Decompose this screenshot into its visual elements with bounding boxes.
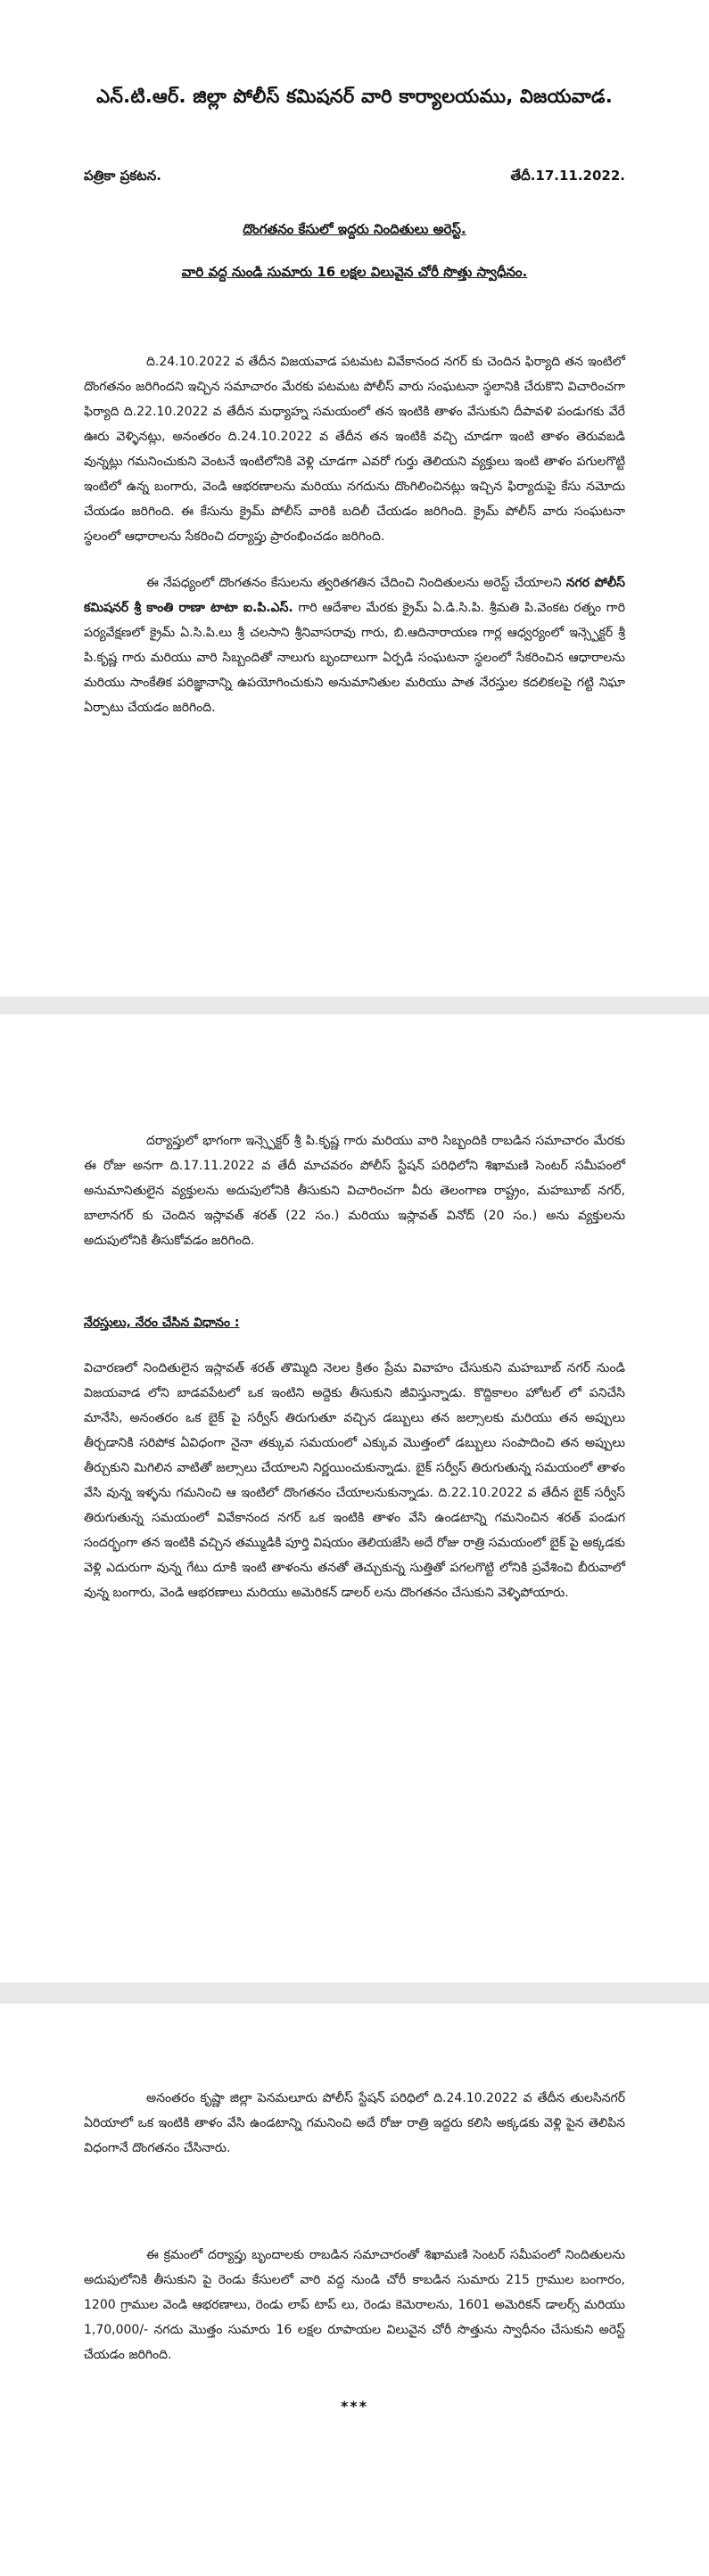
press-release-label: పత్రికా ప్రకటన. [84, 168, 161, 184]
release-date: తేదీ.17.11.2022. [510, 168, 625, 184]
office-header: ఎన్.టి.ఆర్. జిల్లా పోలీస్ కమిషనర్ వారి కార్యాలయము, విజయవాడ. [96, 86, 613, 107]
end-marker: *** [340, 2398, 369, 2415]
paragraph-recovery: ఈ క్రమంలో దర్యాప్తు బృందాలకు రాబడిన సమాచారంతో శిఖామణి సెంటర్ సమీపంలో నిందితులను అదుపులోనికి తీసుకుని పై రెండు కేసులలో వారి వద్ద నుండి చోరీ కాబడిన సుమారు 215 గ్రాముల బంగారం, 1200 గ్రాముల వెండి ఆభరణాలు, రెండు లాప్ టాప్ లు, రెండు కెమెరాలను, 1601 అమెరికన్ డాలర్స్ మరియు 1,70,000/- నగదు మొత్తం సుమారు 16 లక్షల రూపాయల విలువైన చోరీ సొత్తును స్వాధీనం చేసుకుని అరెస్ట్ చేయడం జరిగింది. [84, 2248, 625, 2362]
paragraph-modus-operandi: విచారణలో నిందితులైన ఇస్లావత్ శరత్ తొమ్మిది నెలల క్రితం ప్రేమ వివాహం చేసుకుని మహబూబ్ నగర్ నుండి విజయవాడ లోని బాడవపేటలో ఒక ఇంటిని అద్దెకు తీసుకుని జీవిస్తున్నాడు. కొద్దికాలం హోటల్ లో పనిచేసి మానేసి, అనంతరం ఒక బైక్ పై సర్వీస్ తిరుగుతూ వచ్చిన డబ్బులు తన జల్సాలకు మరియు తన అప్పులు తీర్చడానికి సరిపోక ఏవిధంగా నైనా తక్కువ సమయంలో ఎక్కువ మొత్తంలో డబ్బులు సంపాదించి తన అప్పులు తీర్చుకుని మిగిలిన వాటితో జల్సాలు చేయాలని నిర్ణయించుకున్నాడు. బైక్ సర్వీస్ తిరుగుతున్న సమయంలో తాళం వేసి వున్న ఇళ్ళను గమనించి ఆ ఇంటిలో దొంగతనం చేయాలనుకున్నాడు. ది.22.10.2022 వ తేదీన బైక్ సర్వీస్ తిరుగుతున్న సమయంలో వివేకానంద నగర్ ఒక ఇంటికి తాళం వేసి ఉండటాన్ని గమనించిన శరత్ పండుగ సందర్భంగా తన ఇంటికి వచ్చిన తమ్ముడికి పూర్తి విషయం తెలియజేసి అదే రోజు రాత్రి సమయంలో బైక్ పై అక్కడకు వెళ్లి ఎదురుగా వున్న గేటు దూకి ఇంటి తాళంను తనతో తెచ్చుకున్న సుత్తితో పగలగొట్టి లోనికి ప్రవేశించి బీరువాలో వున్న బంగారు, వెండి ఆభరణాలు మరియు అమెరికన్ డాలర్ లను దొంగతనం చేసుకుని వెళ్ళిపోయారు. [84, 1361, 625, 1600]
paragraph-case-registration: ది.24.10.2022 వ తేదీన విజయవాడ పటమట వివేకానంద నగర్ కు చెందిన ఫిర్యాది తన ఇంటిలో దొంగతనం జరిగిందని ఇచ్చిన సమాచారం మేరకు పటమట పోలీస్ వారు సంఘటనా స్థలానికి చేరుకొని విచారించగా ఫిర్యాది ది.22.10.2022 వ తేదీన మధ్యాహ్న సమయంలో తన ఇంటికి తాళం వేసుకుని దీపావళి పండుగకు వేరే ఊరు వెళ్ళినట్లు, అనంతరం ది.24.10.2022 వ తేదీన తన ఇంటికి వచ్చి చూడగా ఇంటి తాళం తెరువబడి వున్నట్లు గమనించుకుని వెంటనే ఇంటిలోనికి వెళ్లి చూడగా ఎవరో గుర్తు తెలియని వ్యక్తులు ఇంటి తాళం పగులగొట్టి ఇంటిలో ఉన్న బంగారు, వెండి ఆభరణాలను మరియు నగదును దొంగిలించినట్లు ఇచ్చిన ఫిర్యాదుపై కేసు నమోదు చేయడం జరిగింది. ఈ కేసును క్రైమ్ పోలీస్ వారికి బదిలీ చేయడం జరిగింది. క్రైమ్ పోలీస్ వారు సంఘటనా స్థలంలో ఆధారాలను సేకరించి దర్యాప్తు ప్రారంభించడం జరిగింది. [84, 355, 625, 544]
meta-row [84, 168, 625, 187]
page-3 [0, 2004, 709, 2576]
paragraph-arrest: దర్యాప్తులో భాగంగా ఇన్స్పెక్టర్ శ్రీ పి.కృష్ణ గారు మరియు వారి సిబ్బందికి రాబడిన సమాచారం మేరకు ఈ రోజు అనగా ది.17.11.2022 వ తేదీ మాచవరం పోలీస్ స్టేషన్ పరిధిలోని శిఖామణి సెంటర్ సమీపంలో అనుమానితులైన వ్యక్తులను అదుపులోనికి తీసుకుని విచారించగా వీరు తెలంగాణ రాష్ట్రం, మహబూబ్ నగర్, బాలానగర్ కు చెందిన ఇస్లావత్ శరత్ (22 సం.) మరియు ఇస్లావత్ వినోద్ (20 సం.) అను వ్యక్తులను అదుపులోనికి తీసుకోవడం జరిగింది. [84, 1134, 625, 1248]
paragraph-2-start: ఈ నేపధ్యంలో దొంగతనం కేసులను త్వరితగతిన చేదించి నిందితులను అరెస్ట్ చేయాలని [146, 576, 562, 590]
paragraph-investigation-teams [84, 570, 625, 720]
commissioner-name: నగర పోలీస్ కమిషనర్ శ్రీ కాంతి రాణా టాటా ఐ.పి.ఎస్. [84, 576, 625, 615]
page-2 [0, 1014, 709, 1982]
subheadline: వారి వద్ద నుండి సుమారు 16 లక్షల విలువైన చోరీ సొత్తు స్వాధీనం. [181, 264, 528, 280]
paragraph-2-rest: గారి ఆదేశాల మేరకు క్రైమ్ ఏ.డి.సి.పి. శ్రీమతి పి.వెంకట రత్నం గారి పర్యవేక్షణలో క్రైమ్ ఏ.సి.పి.లు శ్రీ చలసాని శ్రీనివాసరావు గారు, బి.ఆదినారాయణ గార్ల ఆధ్వర్యంలో ఇన్స్పెక్టర్ శ్రీ పి.కృష్ణ గారు మరియు వారి సిబ్బందితో నాలుగు బృందాలుగా ఏర్పడి సంఘటనా స్థలంలో సేకరించిన ఆధారాలను మరియు సాంకేతిక పరిజ్ఞానాన్ని ఉపయోగించుకుని అనుమానితుల మరియు పాత నేరస్తుల కదలికలపై గట్టి నిఘా ఏర్పాటు చేయడం జరిగింది. [84, 601, 625, 715]
section-heading-modus-operandi: నేరస్తులు, నేరం చేసిన విధానం : [84, 1316, 240, 1330]
headline: దొంగతనం కేసులో ఇద్దరు నిందితులు అరెస్ట్. [243, 221, 466, 237]
paragraph-second-theft: అనంతరం కృష్ణా జిల్లా పెనమలూరు పోలీస్ స్టేషన్ పరిధిలో ది.24.10.2022 వ తేదీన తులసినగర్ ఏరియాలో ఒక ఇంటికి తాళం వేసి ఉండటాన్ని గమనించి అదే రోజు రాత్రి ఇద్దరు కలిసి అక్కడకు వెళ్లి పైన తెలిపిన విధంగానే దొంగతనం చేసినారు. [84, 2091, 625, 2155]
page-1 [0, 0, 709, 997]
